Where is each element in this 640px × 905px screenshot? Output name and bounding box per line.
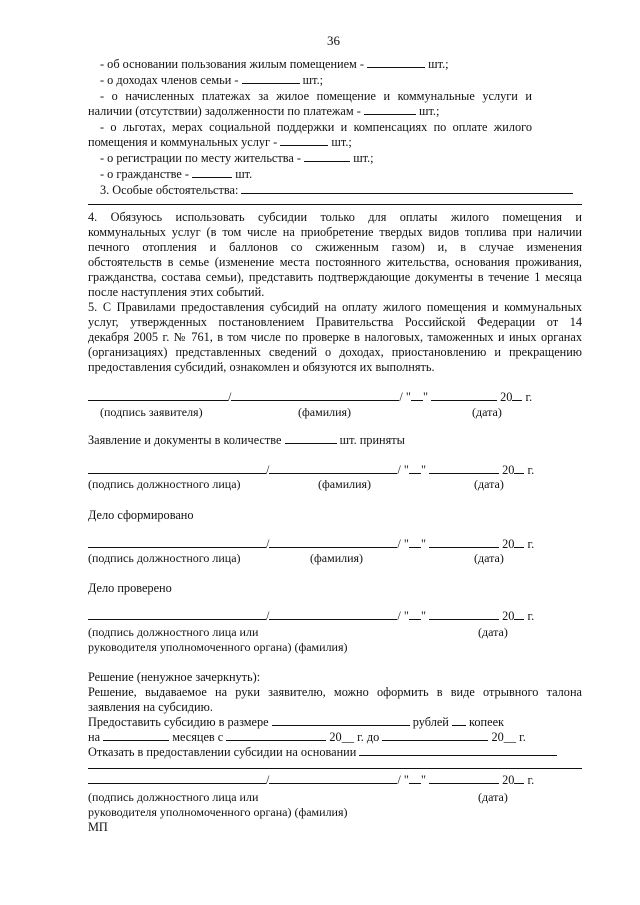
- count-blank[interactable]: [367, 57, 425, 68]
- year-blank[interactable]: [514, 537, 524, 548]
- attachment-benefits-line2: [88, 135, 352, 149]
- clause-5-line: 5. С Правилами предоставления субсидий на оплату жилого помещения и коммунальных: [88, 300, 582, 314]
- official-surname-blank[interactable]: [269, 463, 397, 474]
- months-count-blank[interactable]: [103, 730, 169, 741]
- attachment-payments-line2: [88, 104, 439, 118]
- na-label: на: [88, 730, 101, 744]
- year-suffix: г.: [525, 390, 533, 404]
- count-blank[interactable]: [280, 135, 328, 146]
- attachment-benefits-line1: - о льготах, мерах социальной поддержки и компенсациях по оплате жилого: [100, 120, 532, 134]
- official-signature-caption: (подпись должностного лица): [88, 551, 241, 565]
- quote-close: ": [420, 537, 426, 551]
- month-blank[interactable]: [429, 773, 499, 784]
- date-caption: (дата): [474, 477, 504, 491]
- count-blank[interactable]: [364, 104, 416, 115]
- decision-note-line2: заявления на субсидию.: [88, 700, 213, 714]
- year-to-label: 20__ г. до: [329, 730, 380, 744]
- slash: /: [266, 537, 270, 551]
- official-signature-row: [88, 463, 534, 477]
- documents-accepted-prefix: Заявление и документы в количестве: [88, 433, 282, 447]
- slash: /: [397, 537, 401, 551]
- decision-title: Решение (ненужное зачеркнуть):: [88, 670, 261, 684]
- year-end-label: 20__ г.: [491, 730, 526, 744]
- unit-label: шт.;: [302, 73, 324, 87]
- documents-count-blank[interactable]: [285, 433, 337, 444]
- month-blank[interactable]: [429, 609, 499, 620]
- official-signature-blank[interactable]: [88, 773, 266, 784]
- decision-note-line1: Решение, выдаваемое на руки заявителю, можно оформить в виде отрывного талона: [88, 685, 582, 699]
- clause-5-line: (организациях) представленных сведений о доходах, приостановлению и прекращению: [88, 345, 582, 359]
- refuse-label: Отказать в предоставлении субсидии на основании: [88, 745, 357, 759]
- surname-caption: (фамилия): [310, 551, 364, 565]
- slash: /: [266, 463, 270, 477]
- unit-label: шт.;: [428, 57, 449, 71]
- quote-open: ": [403, 609, 409, 623]
- quote-close: ": [420, 463, 426, 477]
- slash: /: [397, 773, 401, 787]
- date-caption: (дата): [478, 790, 508, 804]
- unit-label: шт.: [235, 167, 253, 181]
- separator-line: [88, 204, 582, 205]
- attachment-housing-basis-label: - об основании пользования жилым помещением -: [100, 57, 365, 71]
- slash: /: [266, 609, 270, 623]
- official-signature-blank[interactable]: [88, 463, 266, 474]
- official-signature-blank[interactable]: [88, 537, 266, 548]
- start-date-blank[interactable]: [226, 730, 326, 741]
- attachment-income: [100, 73, 323, 87]
- quote-open: ": [403, 537, 409, 551]
- refuse-reason-line[interactable]: [88, 768, 582, 769]
- year-blank[interactable]: [514, 463, 524, 474]
- unit-label: шт.;: [418, 104, 440, 118]
- official-signature-caption: (подпись должностного лица или: [88, 790, 259, 804]
- rubles-label: рублей: [412, 715, 449, 729]
- subsidy-amount-blank[interactable]: [272, 715, 410, 726]
- official-signature-caption: (подпись должностного лица): [88, 477, 241, 491]
- slash: /: [266, 773, 270, 787]
- clause-4-line: обстоятельств в семье (изменение места постоянного жительства, основания проживания,: [88, 255, 582, 269]
- count-blank[interactable]: [242, 73, 300, 84]
- unit-label: шт.;: [353, 151, 374, 165]
- attachment-registration-label: - о регистрации по месту жительства -: [100, 151, 302, 165]
- quote-open: ": [405, 390, 411, 404]
- clause-5-line: декабря 2005 г. № 761, в том числе по проверке в налоговых, таможенных и иных органах: [88, 330, 582, 344]
- quote-close: ": [420, 609, 426, 623]
- attachment-benefits-label: помещения и коммунальных услуг -: [88, 135, 278, 149]
- clause-4-line: 4. Обязуюсь использовать субсидии только для оплаты жилого помещения и: [88, 210, 582, 224]
- applicant-signature-blank[interactable]: [88, 390, 228, 401]
- attachment-citizenship: [100, 167, 252, 181]
- official-surname-blank[interactable]: [269, 537, 397, 548]
- year-prefix: 20: [502, 609, 515, 623]
- special-circumstances: [100, 183, 573, 197]
- year-suffix: г.: [527, 773, 535, 787]
- day-blank[interactable]: [409, 537, 421, 548]
- slash: /: [397, 609, 401, 623]
- official-surname-blank[interactable]: [269, 773, 397, 784]
- kopecks-label: копеек: [469, 715, 505, 729]
- quote-open: ": [403, 773, 409, 787]
- day-blank[interactable]: [411, 390, 423, 401]
- count-blank[interactable]: [304, 151, 350, 162]
- special-circumstances-label: 3. Особые обстоятельства:: [100, 183, 239, 197]
- grant-period-row: [88, 730, 526, 744]
- clause-5-line: услуг, утвержденных постановлением Правительства Российской Федерации от 14: [88, 315, 582, 329]
- clause-4-line: гражданства, состава семьи), представить подтверждающие документы в течение 1 месяца: [88, 270, 582, 284]
- clause-4-last-line: после наступления этих событий.: [88, 285, 265, 299]
- special-circumstances-blank[interactable]: [241, 183, 573, 194]
- year-suffix: г.: [527, 537, 535, 551]
- official-signature-caption: (подпись должностного лица или: [88, 625, 259, 639]
- year-blank[interactable]: [512, 390, 522, 401]
- official-signature-blank[interactable]: [88, 609, 266, 620]
- official-signature-row: [88, 609, 534, 623]
- surname-caption: (фамилия): [318, 477, 372, 491]
- year-suffix: г.: [527, 463, 535, 477]
- slash: /: [228, 390, 232, 404]
- clause-5-last-line: предоставления субсидий, ознакомлен и обязуются их выполнять.: [88, 360, 435, 374]
- quote-close: ": [422, 390, 428, 404]
- stamp-label: МП: [88, 820, 108, 834]
- year-prefix: 20: [502, 463, 515, 477]
- attachment-income-label: - о доходах членов семьи -: [100, 73, 239, 87]
- page-number: 36: [327, 33, 340, 48]
- end-date-blank[interactable]: [382, 730, 488, 741]
- attachment-payments-label: наличии (отсутствии) задолженности по платежам -: [88, 104, 361, 118]
- applicant-signature-caption: (подпись заявителя): [100, 405, 203, 419]
- day-blank[interactable]: [409, 773, 421, 784]
- year-prefix: 20: [500, 390, 513, 404]
- applicant-signature-row: [88, 390, 532, 404]
- year-prefix: 20: [502, 773, 515, 787]
- month-blank[interactable]: [429, 537, 499, 548]
- refuse-reason-blank[interactable]: [359, 745, 557, 756]
- case-formed: Дело сформировано: [88, 508, 194, 522]
- clause-4-line: коммунальных услуг (в том числе на приобретение твердых видов топлива при наличии: [88, 225, 582, 239]
- date-caption: (дата): [474, 551, 504, 565]
- slash: /: [399, 390, 403, 404]
- grant-subsidy-label: Предоставить субсидию в размере: [88, 715, 269, 729]
- clause-4-line: печного отопления и баллонов со сжиженным газом) и, в случае изменения: [88, 240, 582, 254]
- count-blank[interactable]: [192, 167, 232, 178]
- date-caption: (дата): [478, 625, 508, 639]
- month-blank[interactable]: [431, 390, 497, 401]
- official-surname-blank[interactable]: [269, 609, 397, 620]
- date-caption: (дата): [472, 405, 502, 419]
- year-blank[interactable]: [514, 773, 524, 784]
- months-from-label: месяцев с: [172, 730, 224, 744]
- quote-open: ": [403, 463, 409, 477]
- head-caption: руководителя уполномоченного органа) (фамилия): [88, 640, 348, 654]
- head-caption: руководителя уполномоченного органа) (фамилия): [88, 805, 348, 819]
- official-signature-row: [88, 537, 534, 551]
- surname-caption: (фамилия): [298, 405, 352, 419]
- grant-subsidy-row: [88, 715, 504, 729]
- attachment-housing-basis: [100, 57, 449, 71]
- official-signature-row: [88, 773, 534, 787]
- documents-accepted: [88, 433, 405, 447]
- year-suffix: г.: [527, 609, 535, 623]
- quote-close: ": [420, 773, 426, 787]
- year-blank[interactable]: [514, 609, 524, 620]
- unit-label: шт.;: [331, 135, 352, 149]
- year-prefix: 20: [502, 537, 515, 551]
- kopecks-blank[interactable]: [452, 715, 466, 726]
- applicant-surname-blank[interactable]: [231, 390, 399, 401]
- day-blank[interactable]: [409, 609, 421, 620]
- case-checked: Дело проверено: [88, 581, 172, 595]
- month-blank[interactable]: [429, 463, 499, 474]
- day-blank[interactable]: [409, 463, 421, 474]
- attachment-citizenship-label: - о гражданстве -: [100, 167, 190, 181]
- attachment-registration: [100, 151, 374, 165]
- refuse-row: [88, 745, 557, 759]
- documents-accepted-suffix: шт. приняты: [339, 433, 405, 447]
- slash: /: [397, 463, 401, 477]
- attachment-payments-line1: - о начисленных платежах за жилое помещение и коммунальные услуги и: [100, 89, 532, 103]
